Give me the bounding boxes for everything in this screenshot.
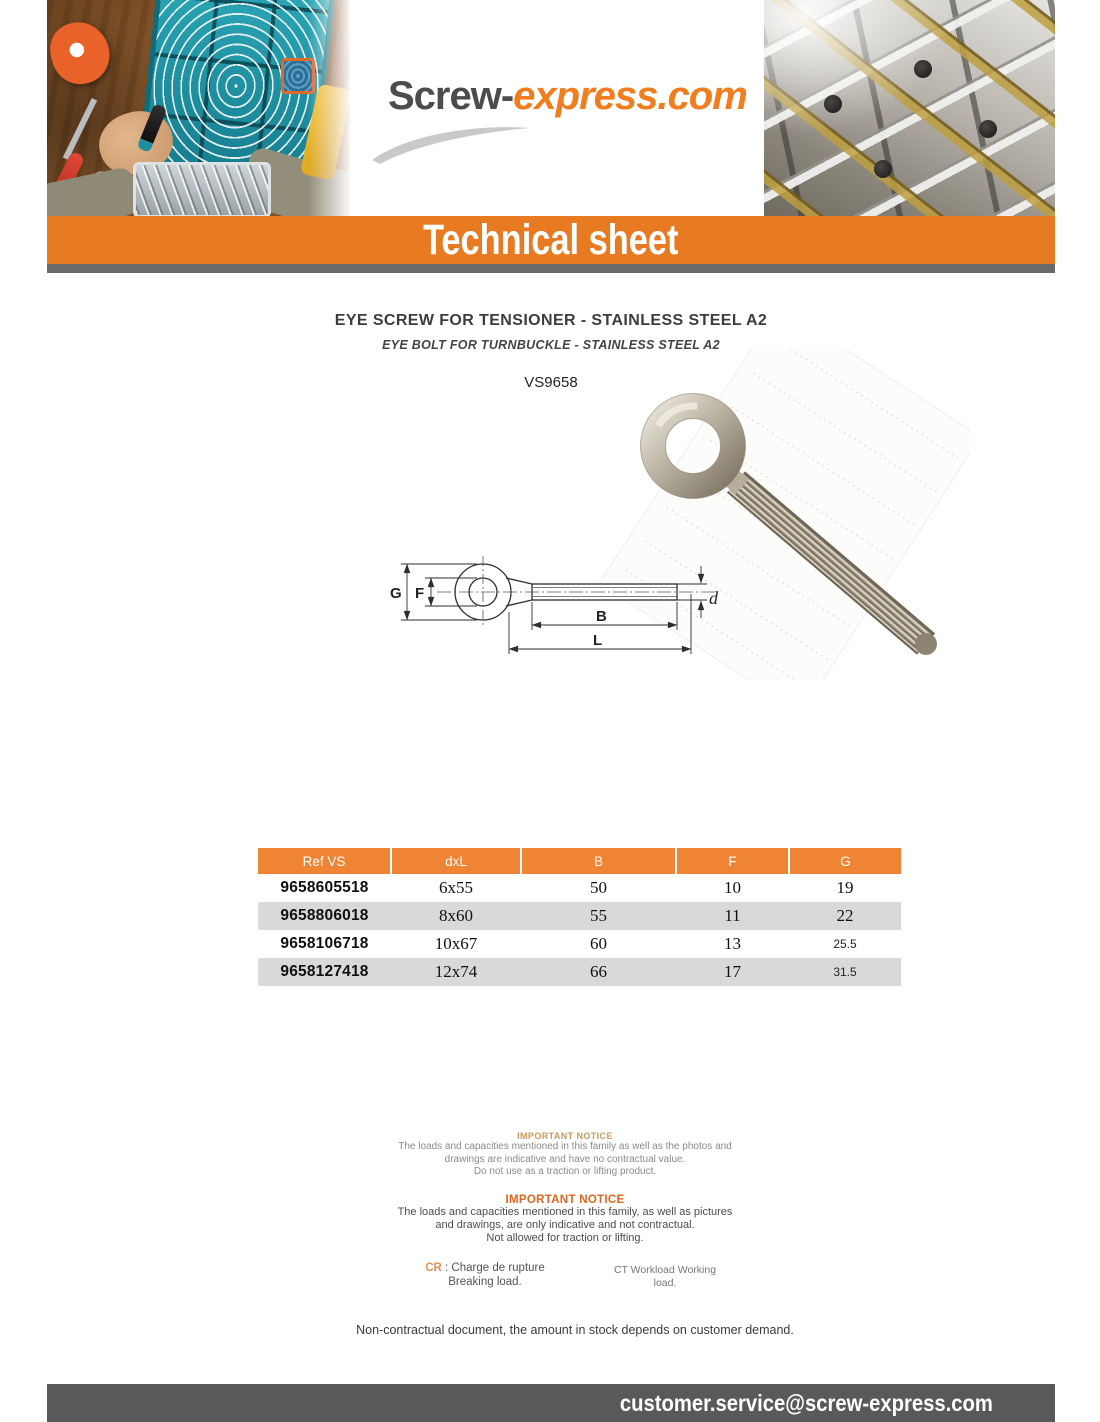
column-header-b: B [521, 848, 676, 874]
photo-screw-cap [874, 160, 892, 178]
photo-screw-cap [914, 60, 932, 78]
notice-2-line: and drawings, are only indicative and not contractual. [435, 1219, 695, 1231]
cell-ref: 9658605518 [280, 879, 369, 896]
table-row [258, 874, 901, 902]
photo-screw-cap [824, 95, 842, 113]
product-subtitle: EYE BOLT FOR TURNBUCKLE - STAINLESS STEEL A2 [382, 338, 720, 352]
breaking-load-legend [400, 1262, 570, 1289]
cell-dxl: 12x74 [391, 958, 521, 986]
header-photo-workbench [47, 0, 350, 216]
cell-g: 19 [836, 878, 854, 897]
table-header-row [258, 848, 901, 874]
column-header-g: G [789, 848, 901, 874]
table-row [258, 958, 901, 986]
column-header-ref: Ref VS [258, 848, 391, 874]
cr-line2: Breaking load. [448, 1275, 522, 1288]
photo-fade [308, 0, 350, 216]
table-row [258, 902, 901, 930]
cell-dxl: 6x55 [439, 878, 473, 897]
cr-label: CR [425, 1262, 442, 1274]
ct-line2: load. [653, 1277, 677, 1289]
cell-ref: 9658806018 [258, 902, 391, 930]
cell-b: 60 [590, 934, 607, 953]
notice-2-title: IMPORTANT NOTICE [505, 1194, 625, 1206]
header-photo-screws [764, 0, 1055, 216]
notice-2-line: Not allowed for traction or lifting. [486, 1232, 644, 1244]
dim-label-d: d [709, 588, 718, 608]
photo-screw-tray [133, 162, 271, 216]
dim-label-L: L [593, 632, 603, 649]
notice-1-line: The loads and capacities mentioned in this family as well as the photos and [398, 1141, 732, 1152]
cr-line [400, 1262, 570, 1276]
dim-label-F: F [415, 585, 425, 602]
product-code: VS9658 [524, 374, 578, 391]
column-header-f: F [676, 848, 789, 874]
page-footer [47, 1384, 1055, 1422]
logo-swoosh-icon [368, 116, 548, 166]
banner-title: Technical sheet [423, 216, 679, 264]
cell-g: 31.5 [789, 958, 901, 986]
column-header-dxl: dxL [391, 848, 521, 874]
dim-label-G: G [390, 585, 402, 602]
customer-service-email[interactable]: customer.service@screw-express.com [619, 1390, 993, 1416]
cell-b: 66 [521, 958, 676, 986]
notice-1-line: drawings are indicative and have no contractual value. [444, 1153, 686, 1165]
cell-g: 22 [789, 902, 901, 930]
cell-g: 25.5 [833, 937, 857, 951]
photo-screwdriver-shaft [63, 98, 97, 160]
banner-technical-sheet [47, 216, 1055, 264]
brand-logo [388, 74, 747, 119]
photo-screw-cap [979, 120, 997, 138]
divider-bar [47, 264, 1055, 273]
notice-1-title: IMPORTANT NOTICE [517, 1131, 613, 1141]
product-title: EYE SCREW FOR TENSIONER - STAINLESS STEEL A2 [334, 312, 768, 329]
notice-2-line: The loads and capacities mentioned in this family, as well as pictures [397, 1206, 733, 1218]
logo-area [350, 0, 764, 216]
cell-f: 13 [724, 934, 741, 953]
dimensions-table [258, 848, 901, 986]
cr-text: : Charge de rupture [441, 1262, 545, 1274]
logo-text-express: express.com [513, 74, 747, 118]
cell-ref: 9658127418 [258, 958, 391, 986]
cell-dxl: 10x67 [434, 934, 478, 953]
cell-dxl: 8x60 [391, 902, 521, 930]
non-contractual-disclaimer: Non-contractual document, the amount in stock depends on customer demand. [356, 1323, 794, 1337]
important-notice-2 [385, 1194, 745, 1245]
photo-tape-measure [47, 16, 116, 90]
page-header [47, 0, 1055, 216]
table-row [258, 930, 901, 958]
dim-label-B: B [596, 608, 607, 625]
cell-b: 50 [590, 878, 607, 897]
cell-ref: 9658106718 [280, 935, 369, 952]
logo-text-screw: Screw- [388, 74, 514, 118]
ct-line1: CT Workload Working [613, 1264, 717, 1276]
notice-1-line: Do not use as a traction or lifting product. [473, 1166, 657, 1177]
cell-f: 17 [676, 958, 789, 986]
technical-drawing [385, 546, 730, 666]
cell-f: 11 [676, 902, 789, 930]
important-notice-1 [395, 1131, 735, 1179]
cell-b: 55 [521, 902, 676, 930]
cell-f: 10 [724, 878, 741, 897]
workload-legend [590, 1264, 740, 1290]
